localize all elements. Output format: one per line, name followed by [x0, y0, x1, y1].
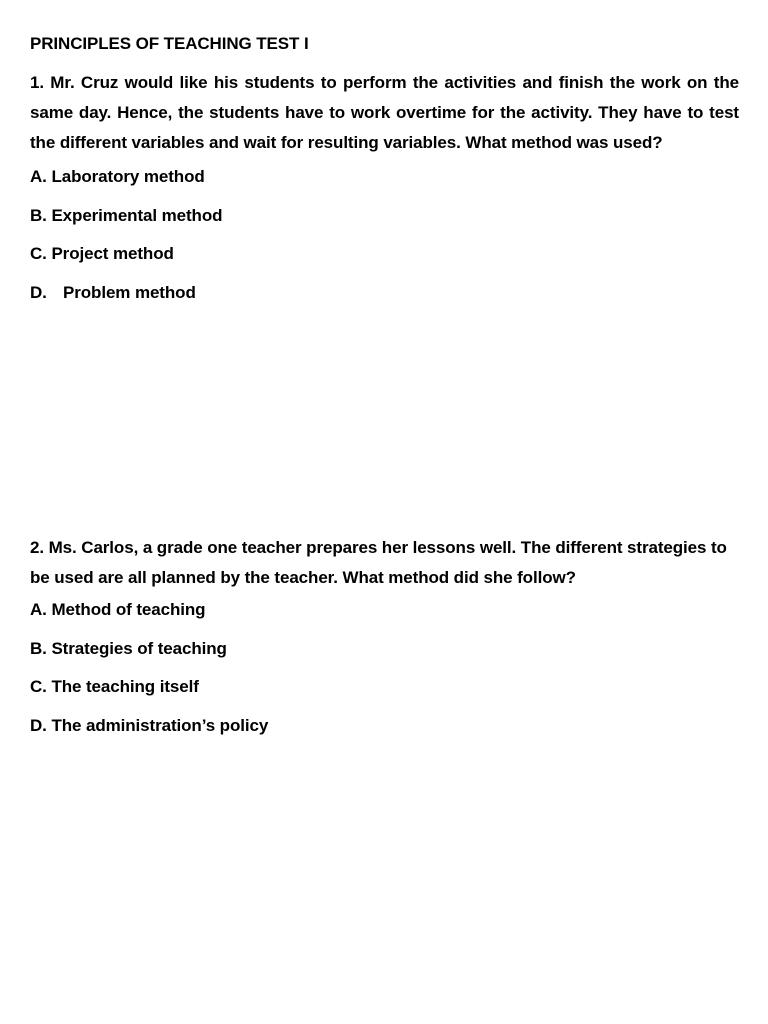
option-letter: A.: [30, 167, 47, 186]
option-letter: D.: [30, 715, 47, 735]
option-text: Problem method: [63, 282, 196, 302]
answer-options: [30, 167, 739, 321]
option-d: [30, 716, 739, 755]
option-b: [30, 639, 739, 678]
option-text: The administration’s policy: [51, 715, 269, 735]
option-d: [30, 283, 739, 322]
option-b: [30, 206, 739, 245]
option-a: [30, 167, 739, 206]
option-text: Strategies of teaching: [51, 638, 227, 658]
option-letter: A.: [30, 600, 47, 619]
option-letter: C.: [30, 244, 47, 263]
option-text: Method of teaching: [51, 600, 206, 619]
option-text: The teaching itself: [51, 677, 199, 696]
question-text: 2. Ms. Carlos, a grade one teacher prepares her lessons well. The different strategies to be used are all planned by the teacher. What method did she follow?: [30, 538, 727, 587]
option-letter: B.: [30, 638, 47, 658]
option-text: Experimental method: [51, 205, 223, 225]
option-letter: B.: [30, 205, 47, 225]
option-a: [30, 600, 739, 639]
option-letter: C.: [30, 677, 47, 696]
option-letter: D.: [30, 282, 47, 302]
option-c: [30, 677, 739, 716]
option-text: Project method: [51, 244, 174, 263]
answer-options: [30, 600, 739, 754]
question-text: 1. Mr. Cruz would like his students to perform the activities and finish the work on the same day. Hence, the students have to work overtime for the activity. They have to test the different variables and wait for resulting variables. What method was used?: [30, 73, 739, 152]
question-1: [30, 68, 739, 321]
question-2: [30, 533, 739, 754]
document-title: PRINCIPLES OF TEACHING TEST I: [30, 34, 309, 53]
option-text: Laboratory method: [51, 167, 205, 186]
option-c: [30, 244, 739, 283]
